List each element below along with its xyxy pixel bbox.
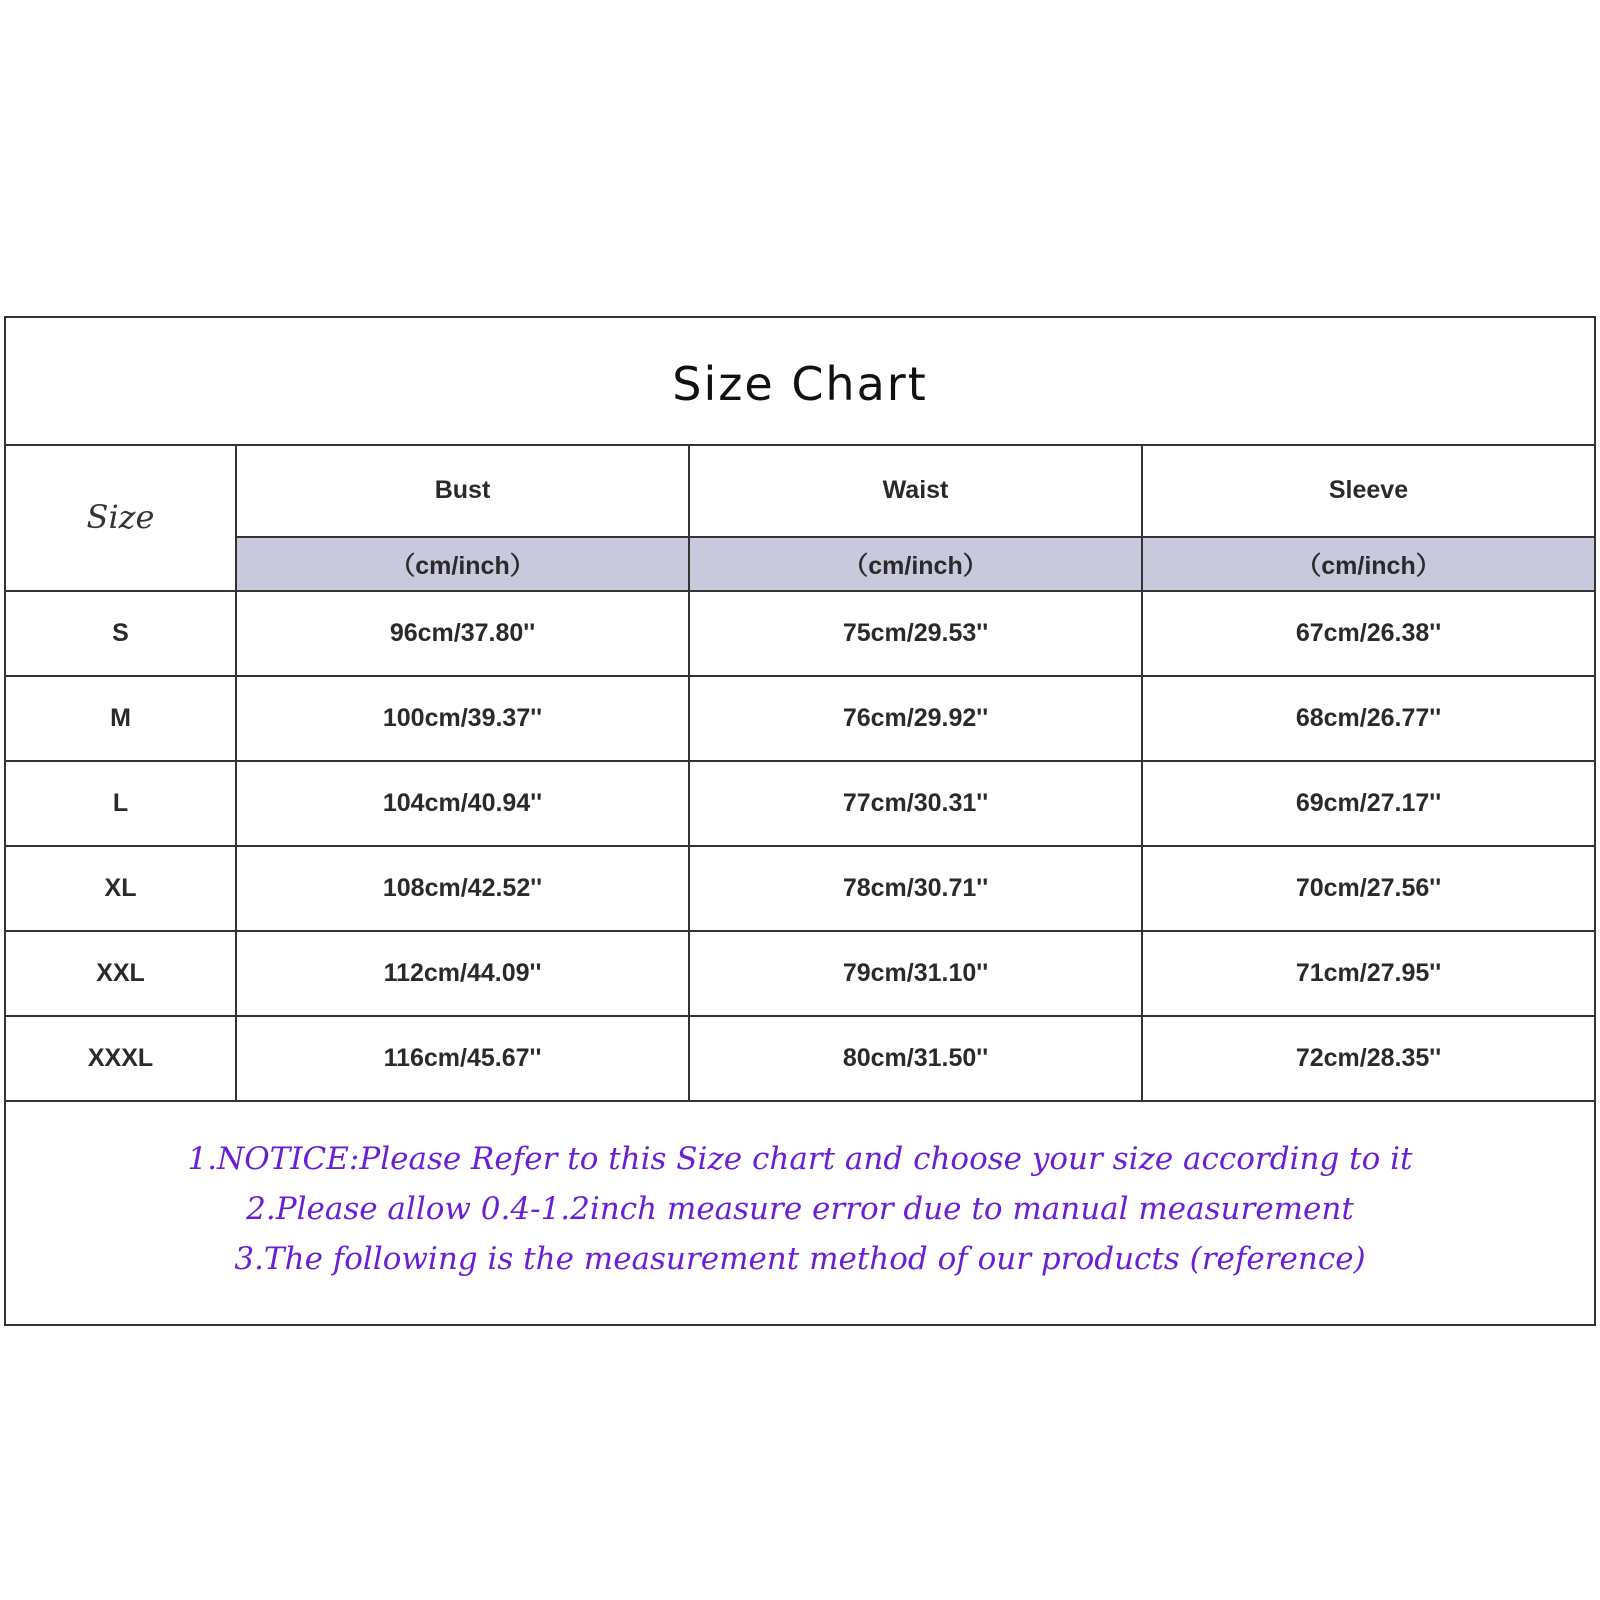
size-cell: XL <box>6 846 236 931</box>
table-row <box>6 931 1594 1016</box>
table-row <box>6 761 1594 846</box>
sleeve-column-header: Sleeve <box>1142 444 1594 537</box>
size-cell: M <box>6 676 236 761</box>
bust-cell: 104cm/40.94'' <box>236 761 689 846</box>
notes-section <box>6 1093 1594 1324</box>
bust-cell: 116cm/45.67'' <box>236 1016 689 1101</box>
sleeve-cell: 72cm/28.35'' <box>1142 1016 1594 1101</box>
sleeve-cell: 69cm/27.17'' <box>1142 761 1594 846</box>
bust-column-header: Bust <box>236 444 689 537</box>
title-row <box>6 318 1594 446</box>
sleeve-cell: 68cm/26.77'' <box>1142 676 1594 761</box>
chart-title: Size Chart <box>672 357 928 411</box>
size-column-header: Size <box>6 444 236 591</box>
size-cell: L <box>6 761 236 846</box>
waist-cell: 79cm/31.10'' <box>689 931 1142 1016</box>
waist-unit: （cm/inch） <box>689 537 1142 591</box>
waist-cell: 77cm/30.31'' <box>689 761 1142 846</box>
header-row <box>6 444 1594 537</box>
waist-cell: 78cm/30.71'' <box>689 846 1142 931</box>
bust-unit: （cm/inch） <box>236 537 689 591</box>
waist-cell: 80cm/31.50'' <box>689 1016 1142 1101</box>
size-cell: XXXL <box>6 1016 236 1101</box>
size-cell: XXL <box>6 931 236 1016</box>
note-measure-error: 2.Please allow 0.4-1.2inch measure error due to manual measurement <box>246 1190 1354 1227</box>
sleeve-cell: 71cm/27.95'' <box>1142 931 1594 1016</box>
bust-cell: 108cm/42.52'' <box>236 846 689 931</box>
size-cell: S <box>6 591 236 676</box>
unit-row <box>6 537 1594 591</box>
table-row <box>6 1016 1594 1101</box>
waist-cell: 75cm/29.53'' <box>689 591 1142 676</box>
sleeve-cell: 67cm/26.38'' <box>1142 591 1594 676</box>
size-chart <box>4 316 1596 1326</box>
table-row <box>6 591 1594 676</box>
bust-cell: 100cm/39.37'' <box>236 676 689 761</box>
size-table <box>6 444 1594 1102</box>
note-measurement-method: 3.The following is the measurement method of our products (reference) <box>234 1240 1366 1277</box>
note-notice: 1.NOTICE:Please Refer to this Size chart and choose your size according to it <box>187 1140 1413 1177</box>
table-row <box>6 846 1594 931</box>
bust-cell: 96cm/37.80'' <box>236 591 689 676</box>
table-row <box>6 676 1594 761</box>
waist-column-header: Waist <box>689 444 1142 537</box>
sleeve-unit: （cm/inch） <box>1142 537 1594 591</box>
waist-cell: 76cm/29.92'' <box>689 676 1142 761</box>
sleeve-cell: 70cm/27.56'' <box>1142 846 1594 931</box>
bust-cell: 112cm/44.09'' <box>236 931 689 1016</box>
